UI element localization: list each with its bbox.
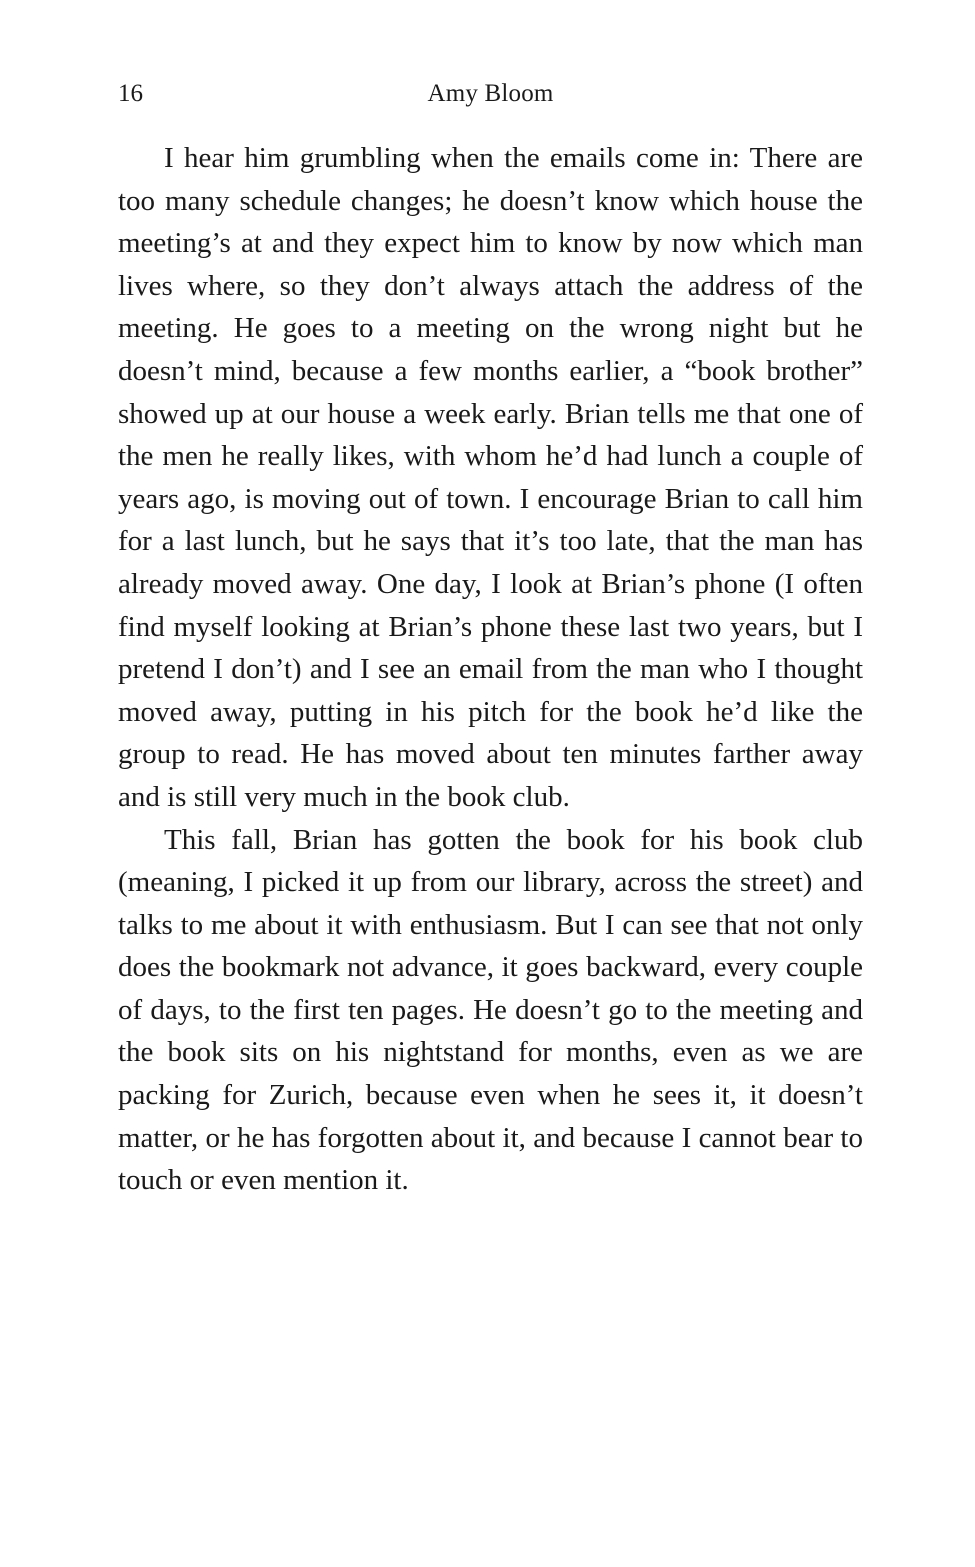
running-title: Amy Bloom [427, 80, 554, 107]
running-head [118, 78, 863, 110]
paragraph-1: I hear him grumbling when the emails come in: There are too many schedule changes; he doesn’t know which house the meeting’s at and they expect him to know by now which man lives where, so they don’t always attach the address of the meeting. He goes to a meeting on the wrong night but he doesn’t mind, because a few months earlier, a “book brother” showed up at our house a week early. Brian tells me that one of the men he really likes, with whom he’d had lunch a couple of years ago, is moving out of town. I encourage Brian to call him for a last lunch, but he says that it’s too late, that the man has already moved away. One day, I look at Brian’s phone (I often find myself looking at Brian’s phone these last two years, but I pretend I don’t) and I see an email from the man who I thought moved away, putting in his pitch for the book he’d like the group to read. He has moved about ten minutes farther away and is still very much in the book club. [118, 142, 863, 813]
page-number: 16 [118, 80, 143, 107]
paragraph-2: This fall, Brian has gotten the book for his book club (meaning, I picked it up from our library, across the street) and talks to me about it with enthusiasm. But I can see that not only does the bookmark not advance, it goes backward, every couple of days, to the first ten pages. He doesn’t go to the meeting and the book sits on his nightstand for months, even as we are packing for Zurich, because even when he sees it, it doesn’t matter, or he has forgotten about it, and because I cannot bear to touch or even mention it. [118, 823, 863, 1197]
body-text [118, 137, 863, 1202]
